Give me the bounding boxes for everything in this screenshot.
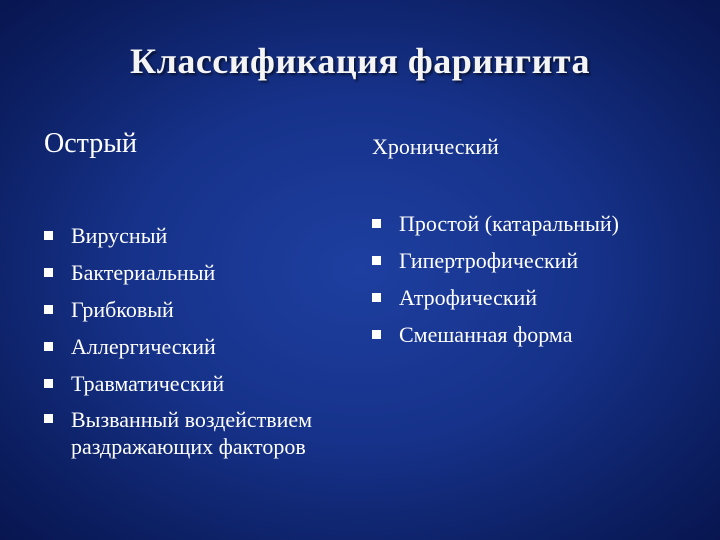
list-item [372, 279, 702, 316]
square-bullet-icon [372, 256, 381, 265]
list-item [44, 402, 364, 460]
chronic-heading: Хронический [372, 134, 499, 159]
list-item-label: Грибковый [71, 297, 174, 322]
list-item [44, 217, 364, 254]
list-item-label: Вызванный воздействием раздражающих факторов [71, 407, 313, 459]
square-bullet-icon [44, 379, 53, 388]
list-item [372, 205, 702, 242]
square-bullet-icon [44, 268, 53, 277]
list-item [44, 365, 364, 402]
list-item [372, 316, 702, 353]
list-item-label: Травматический [71, 371, 225, 396]
slide-title: Классификация фарингита [130, 41, 590, 81]
list-item-label: Гипертрофический [399, 248, 579, 273]
list-item [372, 242, 702, 279]
square-bullet-icon [44, 342, 53, 351]
square-bullet-icon [44, 231, 53, 240]
square-bullet-icon [372, 330, 381, 339]
square-bullet-icon [372, 219, 381, 228]
list-item [44, 291, 364, 328]
list-item-label: Вирусный [71, 223, 168, 248]
chronic-list [372, 205, 702, 353]
square-bullet-icon [44, 414, 53, 423]
square-bullet-icon [372, 293, 381, 302]
list-item-label: Смешанная форма [399, 322, 573, 347]
list-item-label: Аллергический [71, 334, 216, 359]
list-item [44, 254, 364, 291]
acute-heading: Острый [44, 128, 138, 159]
square-bullet-icon [44, 305, 53, 314]
acute-list [44, 217, 364, 460]
list-item [44, 328, 364, 365]
list-item-label: Простой (катаральный) [399, 211, 619, 236]
list-item-label: Бактериальный [71, 260, 216, 285]
list-item-label: Атрофический [399, 285, 538, 310]
